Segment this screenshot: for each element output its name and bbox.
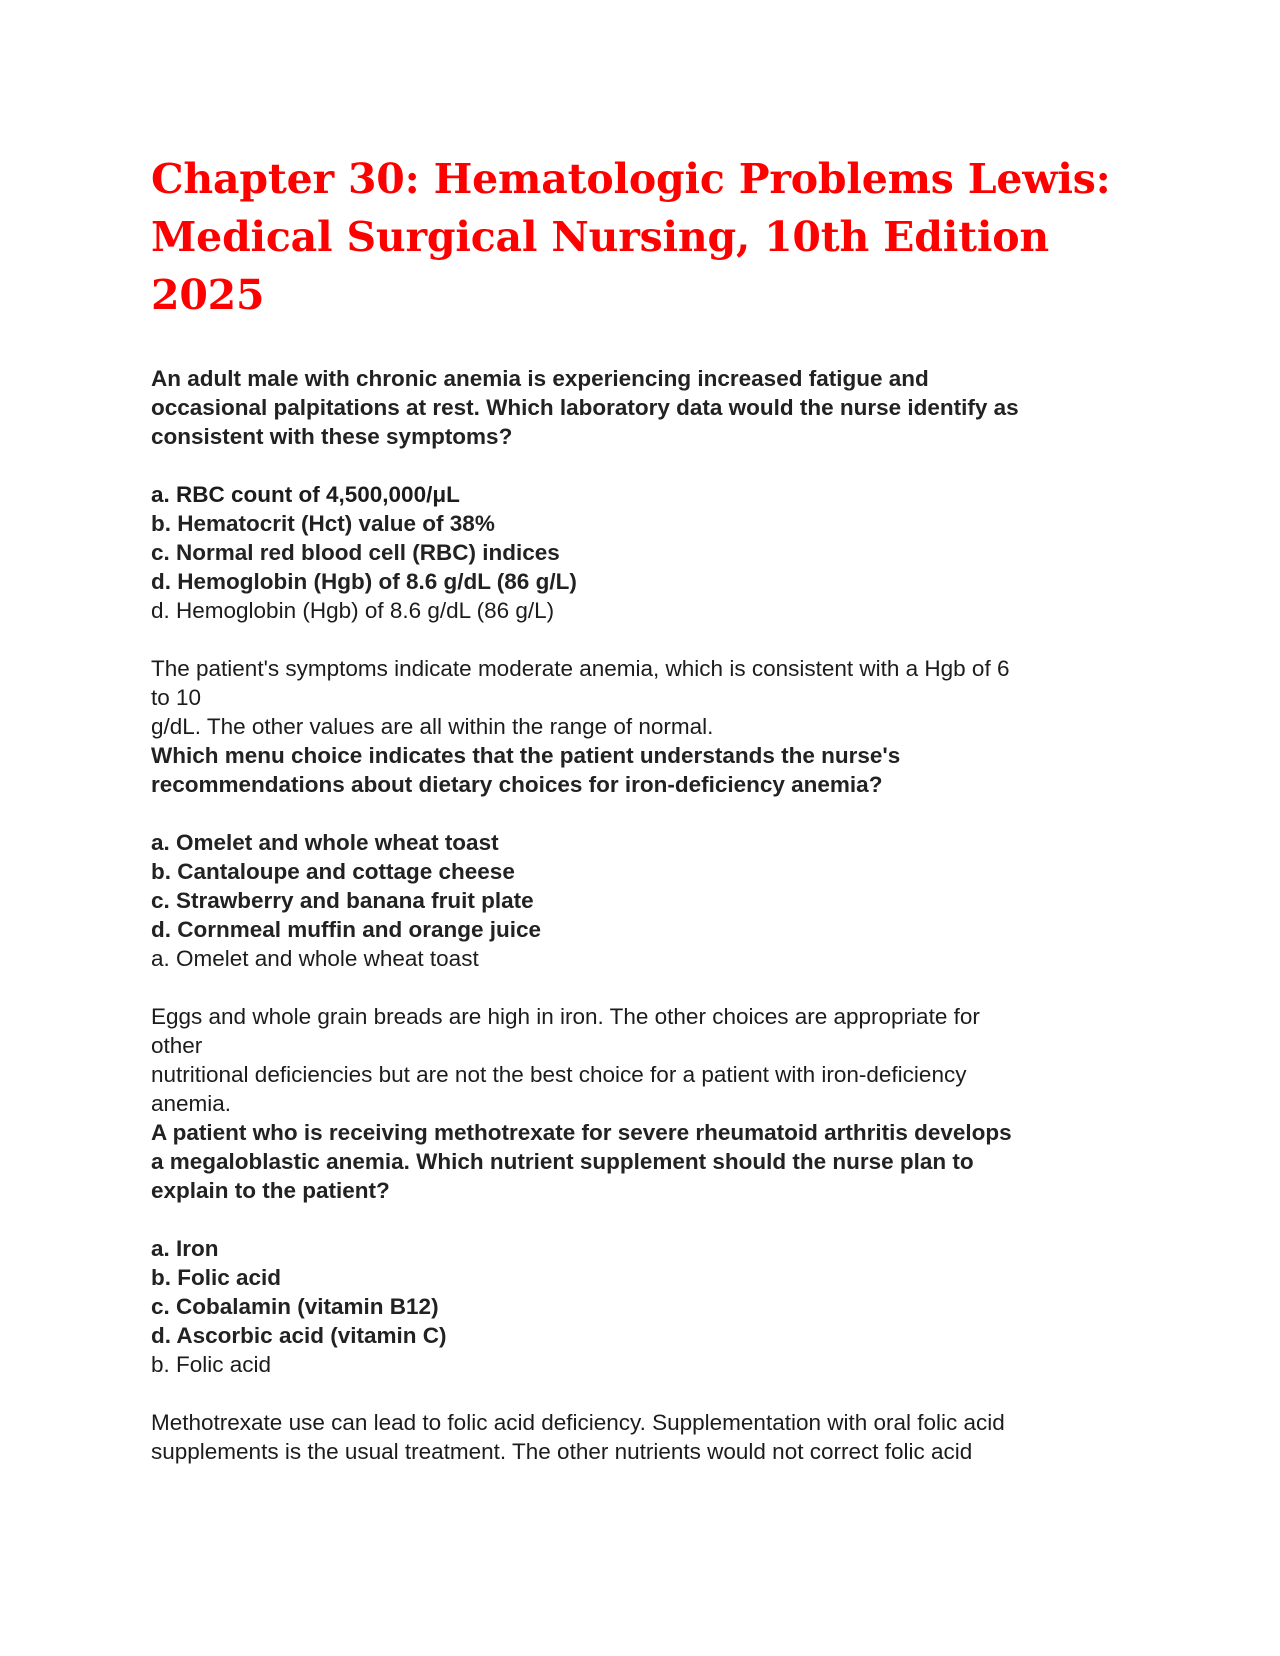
question-stem-line: occasional palpitations at rest. Which laboratory data would the nurse identify as <box>151 395 1019 420</box>
option-d: d. Hemoglobin (Hgb) of 8.6 g/dL (86 g/L) <box>151 569 577 594</box>
rationale-line: to 10 <box>151 685 202 710</box>
option-b: b. Cantaloupe and cottage cheese <box>151 859 515 884</box>
question-1 <box>151 364 1136 741</box>
option-a: a. Omelet and whole wheat toast <box>151 830 499 855</box>
option-b: b. Folic acid <box>151 1265 282 1290</box>
rationale-line: other <box>151 1033 203 1058</box>
question-stem-line: consistent with these symptoms? <box>151 424 513 449</box>
rationale-line: nutritional deficiencies but are not the best choice for a patient with iron-deficiency <box>151 1062 967 1087</box>
question-2 <box>151 741 1136 1118</box>
question-stem-line: An adult male with chronic anemia is experiencing increased fatigue and <box>151 366 929 391</box>
question-3 <box>151 1118 1136 1466</box>
question-stem-line: a megaloblastic anemia. Which nutrient supplement should the nurse plan to <box>151 1149 974 1174</box>
rationale-line: Methotrexate use can lead to folic acid deficiency. Supplementation with oral folic acid <box>151 1410 1005 1435</box>
page-title: Chapter 30: Hematologic Problems Lewis: Medical Surgical Nursing, 10th Edition 2025 <box>151 155 1111 319</box>
question-stem-line: recommendations about dietary choices for iron-deficiency anemia? <box>151 772 883 797</box>
question-stem-line: Which menu choice indicates that the patient understands the nurse's <box>151 743 901 768</box>
option-c: c. Cobalamin (vitamin B12) <box>151 1294 439 1319</box>
rationale-line: g/dL. The other values are all within the range of normal. <box>151 714 714 739</box>
answer: b. Folic acid <box>151 1352 272 1377</box>
rationale-line: The patient's symptoms indicate moderate anemia, which is consistent with a Hgb of 6 <box>151 656 1010 681</box>
option-a: a. RBC count of 4,500,000/μL <box>151 482 460 507</box>
option-b: b. Hematocrit (Hct) value of 38% <box>151 511 495 536</box>
rationale-line: Eggs and whole grain breads are high in iron. The other choices are appropriate for <box>151 1004 980 1029</box>
answer: d. Hemoglobin (Hgb) of 8.6 g/dL (86 g/L) <box>151 598 555 623</box>
rationale-line: supplements is the usual treatment. The other nutrients would not correct folic acid <box>151 1439 973 1464</box>
document-content <box>151 150 1136 1466</box>
rationale-line: anemia. <box>151 1091 232 1116</box>
option-a: a. Iron <box>151 1236 219 1261</box>
option-c: c. Normal red blood cell (RBC) indices <box>151 540 560 565</box>
question-stem-line: explain to the patient? <box>151 1178 390 1203</box>
answer: a. Omelet and whole wheat toast <box>151 946 479 971</box>
option-d: d. Cornmeal muffin and orange juice <box>151 917 542 942</box>
option-d: d. Ascorbic acid (vitamin C) <box>151 1323 447 1348</box>
option-c: c. Strawberry and banana fruit plate <box>151 888 534 913</box>
question-stem-line: A patient who is receiving methotrexate for severe rheumatoid arthritis develops <box>151 1120 1012 1145</box>
